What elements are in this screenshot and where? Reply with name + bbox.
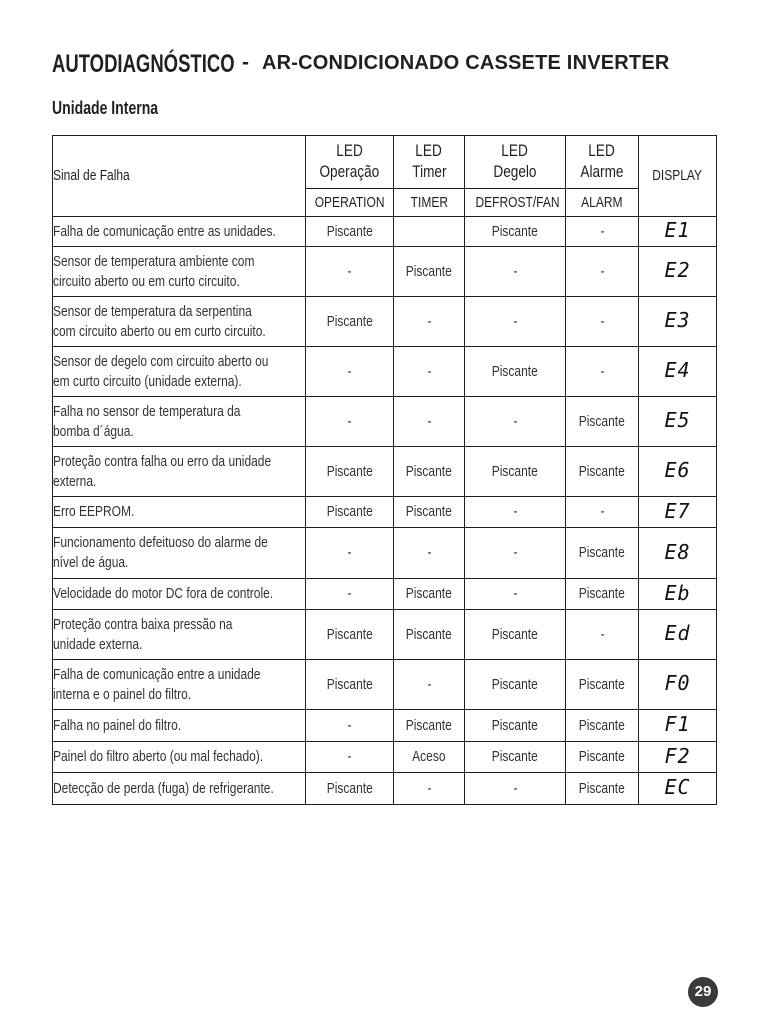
page-subtitle: AR-CONDICIONADO CASSETE INVERTER: [262, 52, 670, 74]
led-operation-cell: [306, 528, 394, 579]
fault-description-line: Sensor de degelo com circuito aberto ou: [53, 352, 269, 370]
fault-description: [53, 579, 306, 610]
led-alarm-cell: [566, 347, 639, 397]
led-defrost-cell-value: Piscante: [491, 222, 539, 240]
display-code-cell: [639, 773, 717, 805]
led-timer-cell-value: -: [427, 412, 431, 430]
led-timer-cell: [394, 497, 465, 528]
led-defrost-cell-value: Piscante: [491, 716, 539, 734]
led-operation-cell-value: -: [347, 585, 352, 602]
led-timer-cell: [394, 773, 465, 805]
led-alarm-cell: [566, 579, 639, 610]
header-led-timer: LED Timer: [394, 136, 465, 189]
display-code: F2: [664, 743, 691, 768]
table-row: [53, 579, 717, 610]
led-alarm-cell: [566, 610, 639, 660]
fault-description-line: Falha de comunicação entre a unidade: [53, 665, 261, 683]
led-alarm-cell-value: Piscante: [578, 675, 626, 693]
led-defrost-cell: [465, 447, 566, 497]
table-row: [53, 217, 717, 247]
display-code-cell: [639, 528, 717, 579]
led-operation-cell: [306, 397, 394, 447]
led-alarm-cell: [566, 528, 639, 579]
led-operation-cell: [306, 347, 394, 397]
led-timer-cell-value: Piscante: [405, 503, 453, 520]
led-operation-cell-value: -: [347, 716, 352, 734]
fault-description-line: Proteção contra falha ou erro da unidade: [53, 452, 272, 470]
led-operation-cell: [306, 297, 394, 347]
led-defrost-cell: [465, 497, 566, 528]
fault-description-line: Proteção contra baixa pressão na: [53, 615, 233, 633]
fault-description-line: circuito aberto ou em curto circuito.: [53, 272, 240, 290]
led-operation-cell-value: Piscante: [326, 625, 373, 643]
led-alarm-cell-value: Piscante: [578, 544, 626, 561]
header-operation: OPERATION: [306, 189, 394, 217]
fault-description: [53, 217, 306, 247]
led-alarm-cell-value: -: [600, 262, 604, 280]
led-alarm-cell-value: -: [600, 625, 604, 643]
page-header: [52, 50, 670, 79]
fault-description-line: Painel do filtro aberto (ou mal fechado).: [53, 748, 264, 765]
fault-description-line: Falha no sensor de temperatura da: [53, 402, 241, 420]
led-defrost-cell-value: -: [513, 503, 517, 520]
led-alarm-cell: [566, 297, 639, 347]
led-alarm-cell-value: -: [600, 222, 604, 240]
fault-description-line: Funcionamento defeituoso do alarme de: [53, 534, 268, 551]
fault-description-line: Falha no painel do filtro.: [53, 716, 182, 734]
table-row: [53, 710, 717, 742]
table-row: [53, 497, 717, 528]
led-operation-cell: [306, 610, 394, 660]
display-code-cell: [639, 742, 717, 773]
led-operation-cell-value: -: [347, 544, 352, 561]
fault-description: [53, 773, 306, 805]
led-alarm-cell: [566, 742, 639, 773]
led-alarm-cell-value: Piscante: [578, 412, 626, 430]
led-timer-cell-value: Piscante: [405, 625, 453, 643]
led-timer-cell: [394, 610, 465, 660]
fault-description-line: Falha de comunicação entre as unidades.: [53, 222, 276, 240]
led-defrost-cell-value: Piscante: [491, 675, 539, 693]
display-code-cell: [639, 610, 717, 660]
table-row: [53, 347, 717, 397]
table-row: [53, 397, 717, 447]
led-operation-cell: [306, 660, 394, 710]
led-timer-cell: [394, 710, 465, 742]
fault-description: [53, 710, 306, 742]
led-defrost-cell-value: -: [513, 262, 517, 280]
led-timer-cell-value: -: [427, 779, 431, 797]
display-code: Ed: [664, 621, 691, 645]
led-timer-cell: [394, 579, 465, 610]
led-alarm-cell-value: Piscante: [578, 716, 626, 734]
fault-description: [53, 742, 306, 773]
table-row: [53, 742, 717, 773]
display-code: F0: [664, 671, 691, 695]
led-operation-cell: [306, 579, 394, 610]
display-code-cell: [639, 397, 717, 447]
led-defrost-cell-value: Piscante: [491, 462, 539, 480]
display-code-cell: [639, 347, 717, 397]
led-timer-cell: [394, 660, 465, 710]
led-timer-cell: [394, 347, 465, 397]
led-timer-cell-value: -: [427, 544, 431, 561]
led-timer-cell: [394, 447, 465, 497]
display-code-cell: [639, 247, 717, 297]
section-title: Unidade Interna: [52, 98, 159, 118]
table-row: [53, 610, 717, 660]
fault-description-line: em curto circuito (unidade externa).: [53, 372, 242, 390]
led-alarm-cell: [566, 217, 639, 247]
fault-description-line: unidade externa.: [53, 635, 143, 653]
led-operation-cell: [306, 447, 394, 497]
led-operation-cell: [306, 773, 394, 805]
led-defrost-cell-value: -: [513, 779, 517, 797]
display-code: F1: [664, 712, 691, 736]
led-defrost-cell: [465, 247, 566, 297]
header-led-alarme: LED Alarme: [566, 136, 639, 189]
table-row: [53, 247, 717, 297]
fault-description-line: Detecção de perda (fuga) de refrigerante.: [53, 779, 274, 797]
led-operation-cell-value: -: [347, 262, 352, 280]
led-defrost-cell: [465, 579, 566, 610]
display-code: E3: [664, 308, 691, 332]
led-alarm-cell-value: -: [600, 312, 604, 330]
header-defrost-fan: DEFROST/FAN: [465, 189, 566, 217]
led-timer-cell-value: Piscante: [405, 262, 453, 280]
display-code-cell: [639, 579, 717, 610]
led-defrost-cell-value: Piscante: [491, 362, 539, 380]
led-timer-cell: [394, 742, 465, 773]
led-defrost-cell: [465, 742, 566, 773]
led-timer-cell-value: Piscante: [405, 585, 453, 602]
led-alarm-cell: [566, 710, 639, 742]
led-alarm-cell: [566, 447, 639, 497]
display-code: E6: [664, 458, 691, 482]
led-defrost-cell: [465, 610, 566, 660]
led-timer-cell: [394, 397, 465, 447]
led-operation-cell-value: -: [347, 748, 352, 765]
fault-description-line: externa.: [53, 472, 97, 490]
led-defrost-cell: [465, 660, 566, 710]
display-code: E7: [664, 498, 691, 523]
fault-description-line: Sensor de temperatura ambiente com: [53, 252, 255, 270]
header-sinal-de-falha: Sinal de Falha: [53, 136, 306, 217]
led-alarm-cell: [566, 497, 639, 528]
fault-description: [53, 610, 306, 660]
led-alarm-cell: [566, 773, 639, 805]
led-timer-cell-value: -: [427, 362, 431, 380]
led-defrost-cell-value: -: [513, 585, 517, 602]
diagnostic-table: [52, 135, 717, 805]
display-code: Eb: [664, 580, 691, 605]
table-row: [53, 773, 717, 805]
fault-description-line: Velocidade do motor DC fora de controle.: [53, 585, 274, 602]
fault-description: [53, 347, 306, 397]
display-code: E4: [664, 358, 691, 382]
led-operation-cell-value: -: [347, 412, 352, 430]
display-code: E5: [664, 408, 691, 432]
led-alarm-cell-value: -: [600, 362, 604, 380]
header-display: DISPLAY: [639, 136, 717, 217]
header-alarm: ALARM: [566, 189, 639, 217]
led-operation-cell-value: Piscante: [326, 462, 373, 480]
header-led-degelo: LED Degelo: [465, 136, 566, 189]
led-defrost-cell: [465, 297, 566, 347]
led-operation-cell-value: Piscante: [326, 222, 373, 240]
led-defrost-cell: [465, 528, 566, 579]
led-timer-cell: [394, 297, 465, 347]
display-code-cell: [639, 710, 717, 742]
diagnostic-table-body: [53, 217, 717, 805]
led-timer-cell: [394, 217, 465, 247]
led-defrost-cell: [465, 217, 566, 247]
led-timer-cell: [394, 528, 465, 579]
led-defrost-cell: [465, 347, 566, 397]
led-defrost-cell: [465, 710, 566, 742]
display-code: EC: [664, 775, 691, 799]
led-operation-cell-value: Piscante: [326, 675, 373, 693]
led-defrost-cell-value: Piscante: [491, 748, 539, 765]
display-code-cell: [639, 447, 717, 497]
page-title: AUTODIAGNÓSTICO: [52, 50, 235, 78]
table-row: [53, 297, 717, 347]
led-timer-cell-value: Piscante: [405, 462, 453, 480]
led-defrost-cell-value: -: [513, 544, 517, 561]
header-timer: TIMER: [394, 189, 465, 217]
fault-description: [53, 528, 306, 579]
fault-description: [53, 397, 306, 447]
fault-description-line: interna e o painel do filtro.: [53, 685, 192, 703]
led-alarm-cell: [566, 397, 639, 447]
fault-description-line: Sensor de temperatura da serpentina: [53, 302, 252, 320]
fault-description-line: com circuito aberto ou em curto circuito.: [53, 322, 266, 340]
led-defrost-cell-value: Piscante: [491, 625, 539, 643]
led-operation-cell-value: Piscante: [326, 779, 373, 797]
fault-description: [53, 247, 306, 297]
led-timer-cell-value: Aceso: [412, 748, 446, 765]
led-alarm-cell-value: Piscante: [578, 585, 626, 602]
led-operation-cell: [306, 247, 394, 297]
table-row: [53, 528, 717, 579]
fault-description: [53, 447, 306, 497]
display-code-cell: [639, 660, 717, 710]
led-operation-cell: [306, 710, 394, 742]
fault-description: [53, 297, 306, 347]
led-operation-cell-value: Piscante: [326, 503, 373, 520]
led-alarm-cell-value: Piscante: [578, 748, 626, 765]
led-defrost-cell: [465, 773, 566, 805]
led-operation-cell-value: -: [347, 362, 352, 380]
table-row: [53, 660, 717, 710]
led-alarm-cell: [566, 247, 639, 297]
table-row: [53, 447, 717, 497]
display-code-cell: [639, 497, 717, 528]
page-number: 29: [688, 977, 718, 1007]
led-alarm-cell-value: Piscante: [578, 462, 626, 480]
led-defrost-cell: [465, 397, 566, 447]
led-alarm-cell-value: -: [600, 503, 604, 520]
display-code: E1: [664, 218, 691, 242]
led-operation-cell: [306, 497, 394, 528]
fault-description-line: nível de água.: [53, 554, 129, 571]
display-code: E8: [664, 539, 691, 564]
fault-description-line: Erro EEPROM.: [53, 503, 135, 520]
led-timer-cell-value: Piscante: [405, 716, 453, 734]
led-operation-cell: [306, 217, 394, 247]
led-timer-cell-value: -: [427, 675, 431, 693]
display-code-cell: [639, 217, 717, 247]
led-operation-cell: [306, 742, 394, 773]
fault-description: [53, 660, 306, 710]
header-led-operacao: LED Operação: [306, 136, 394, 189]
display-code-cell: [639, 297, 717, 347]
led-timer-cell: [394, 247, 465, 297]
led-alarm-cell: [566, 660, 639, 710]
fault-description: [53, 497, 306, 528]
led-defrost-cell-value: -: [513, 312, 517, 330]
led-operation-cell-value: Piscante: [326, 312, 373, 330]
fault-description-line: bomba d´água.: [53, 422, 134, 440]
led-alarm-cell-value: Piscante: [578, 779, 626, 797]
led-timer-cell-value: -: [427, 312, 431, 330]
display-code: E2: [664, 258, 691, 282]
led-defrost-cell-value: -: [513, 412, 517, 430]
title-separator: -: [242, 51, 249, 74]
